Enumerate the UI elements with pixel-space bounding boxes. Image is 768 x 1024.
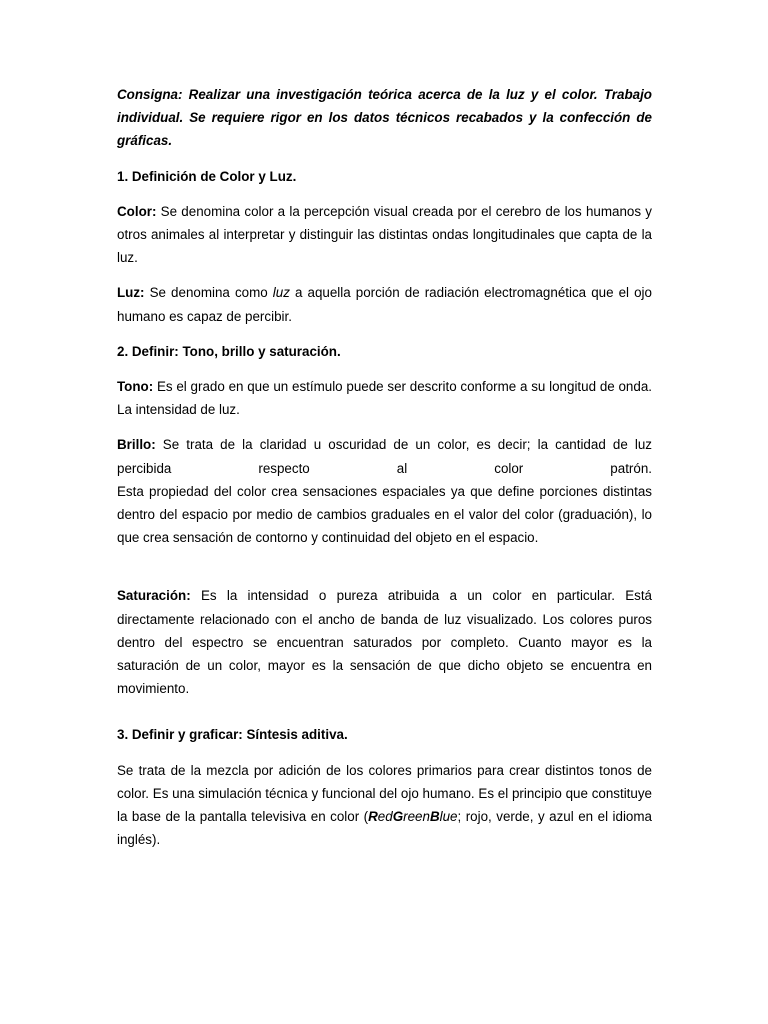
color-term: Color: — [117, 203, 157, 219]
section-3-heading: 3. Definir y graficar: Síntesis aditiva. — [117, 727, 348, 743]
section-2-heading: 2. Definir: Tono, brillo y saturación. — [117, 343, 341, 359]
tono-definition — [117, 375, 652, 421]
brillo-definition — [117, 433, 652, 479]
luz-definition — [117, 281, 652, 327]
saturacion-definition — [117, 584, 652, 700]
brillo-term: Brillo: — [117, 437, 156, 453]
rgb-reen: reen — [403, 809, 430, 825]
tono-term: Tono: — [117, 379, 154, 395]
rgb-b: B — [429, 809, 440, 825]
sintesis-aditiva-text — [117, 759, 652, 852]
color-definition — [117, 200, 652, 270]
brillo-continuation: Esta propiedad del color crea sensaciones espaciales ya que define porciones distintas dentro del espacio por medio de cambios graduales en el valor del color (graduación), lo que crea sensación de contorno y continuidad del objeto en el espacio. — [117, 483, 652, 546]
luz-text-b: a aquella porción de radiación electromagnética que el ojo humano es capaz de percibir. — [117, 285, 652, 324]
sintesis-text-a: Se trata de la mezcla por adición de los colores primarios para crear distintos tonos de color. Es una simulación técnica y funcional del ojo humano. Es el principio que constituye la base de la pantalla televisiva en color ( — [117, 762, 652, 825]
luz-term: Luz: — [117, 285, 145, 301]
rgb-g: G — [392, 809, 404, 825]
sintesis-text-b: ; rojo, verde, y azul en el idioma inglés). — [117, 809, 652, 848]
blank-gap — [117, 712, 652, 723]
tono-text: Es el grado en que un estímulo puede ser descrito conforme a su longitud de onda. La intensidad de luz. — [117, 379, 652, 418]
brillo-text-1: Se trata de la claridad u oscuridad de un color, es decir; la cantidad de luz percibida respecto al color patrón. — [117, 437, 652, 476]
luz-italic-word: luz — [272, 285, 290, 301]
rgb-r: R — [368, 809, 378, 825]
assignment-instructions: Consigna: Realizar una investigación teórica acerca de la luz y el color. Trabajo individual. Se requiere rigor en los datos técnicos recabados y la confección de gráficas. — [117, 87, 652, 149]
section-1-heading: 1. Definición de Color y Luz. — [117, 168, 297, 184]
document-page — [117, 83, 652, 863]
blank-line — [117, 561, 652, 584]
luz-text-a: Se denomina como — [144, 285, 273, 301]
saturacion-term: Saturación: — [117, 588, 191, 604]
color-text: Se denomina color a la percepción visual creada por el cerebro de los humanos y otros animales al interpretar y distinguir las distintas ondas longitudinales que capta de la luz. — [117, 203, 652, 266]
rgb-ed: ed — [377, 809, 393, 825]
rgb-lue: lue — [439, 809, 458, 825]
saturacion-text: Es la intensidad o pureza atribuida a un color en particular. Está directamente relacionado con el ancho de banda de luz visualizado. Los colores puros dentro del espectro se encuentran saturados por completo. Cuanto mayor es la saturación de un color, mayor es la sensación de que dicho objeto se encuentra en movimiento. — [117, 588, 652, 697]
